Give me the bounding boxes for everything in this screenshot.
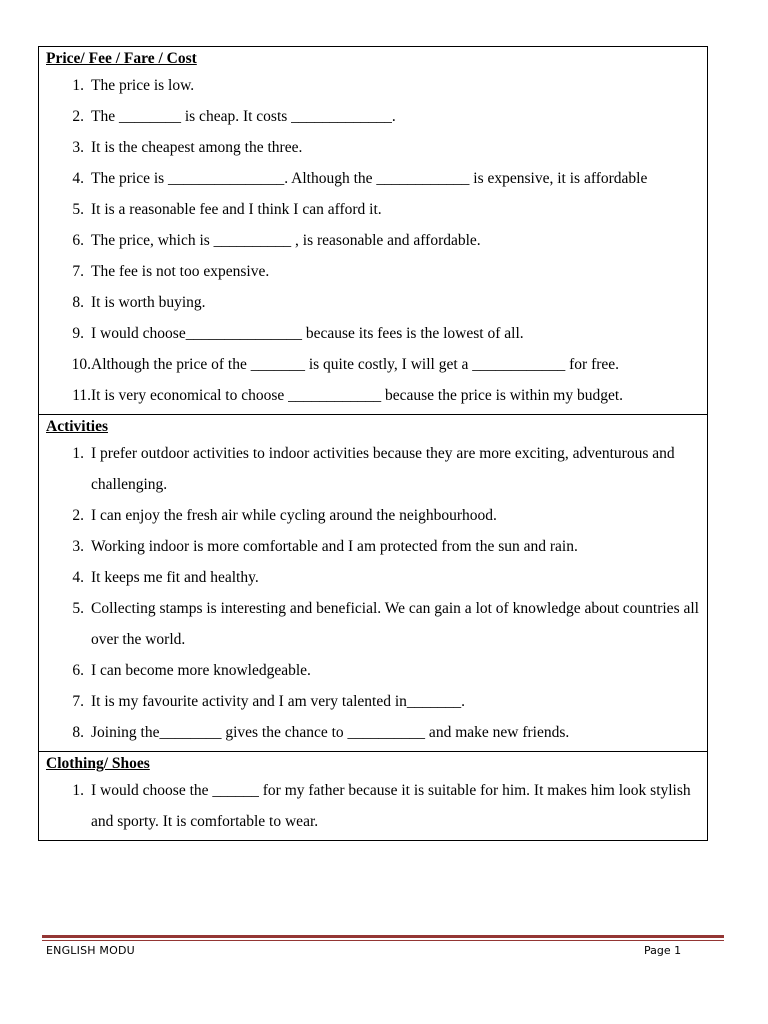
page-number: Page 1 bbox=[644, 944, 682, 957]
list-item: 9. I would choose_______________ because its fees is the lowest of all. bbox=[72, 325, 524, 342]
list-item: 5. Collecting stamps is interesting and beneficial. We can gain a lot of knowledge about countries all over the world. bbox=[72, 600, 699, 648]
section-title: Price/ Fee / Fare / Cost bbox=[46, 50, 197, 67]
footer-module-label: ENGLISH MODU bbox=[46, 944, 135, 957]
list-item: 10. Although the price of the _______ is quite costly, I will get a ____________ for free. bbox=[71, 356, 620, 373]
footer-rule-thick bbox=[42, 935, 724, 938]
list-item: 7. It is my favourite activity and I am very talented in_______. bbox=[72, 693, 466, 710]
section-activities bbox=[39, 416, 707, 752]
list-item: 1. The price is low. bbox=[72, 77, 195, 94]
footer-rule-thin bbox=[42, 940, 724, 941]
list-item: 7. The fee is not too expensive. bbox=[72, 263, 270, 280]
list-item: 1. I would choose the ______ for my father because it is suitable for him. It makes him look stylish and sporty. It is comfortable to wear. bbox=[72, 782, 691, 830]
list-item: 2. I can enjoy the fresh air while cycling around the neighbourhood. bbox=[72, 507, 497, 524]
item-list bbox=[46, 775, 700, 837]
list-item: 4. The price is _______________. Although the ____________ is expensive, it is affordable bbox=[72, 170, 648, 187]
list-item: 3. Working indoor is more comfortable and I am protected from the sun and rain. bbox=[72, 538, 578, 555]
list-item: 3. It is the cheapest among the three. bbox=[72, 139, 303, 156]
list-item: 8. It is worth buying. bbox=[72, 294, 206, 311]
section-price bbox=[39, 48, 707, 415]
list-item: 6. The price, which is __________ , is reasonable and affordable. bbox=[72, 232, 481, 249]
list-item: 5. It is a reasonable fee and I think I can afford it. bbox=[72, 201, 382, 218]
list-item: 2. The ________ is cheap. It costs _____________. bbox=[72, 108, 396, 125]
section-clothing bbox=[39, 753, 707, 840]
section-title: Activities bbox=[46, 418, 108, 435]
list-item: 8. Joining the________ gives the chance to __________ and make new friends. bbox=[72, 724, 570, 741]
footer-rule bbox=[42, 935, 724, 941]
item-list bbox=[46, 70, 700, 411]
list-item: 6. I can become more knowledgeable. bbox=[72, 662, 311, 679]
list-item: 11. It is very economical to choose ____________ because the price is within my budget. bbox=[72, 387, 624, 404]
item-list bbox=[46, 438, 700, 748]
section-title: Clothing/ Shoes bbox=[46, 755, 150, 772]
worksheet-table bbox=[38, 46, 708, 841]
list-item: 4. It keeps me fit and healthy. bbox=[72, 569, 259, 586]
list-item: 1. I prefer outdoor activities to indoor activities because they are more exciting, adventurous and challenging. bbox=[72, 445, 675, 493]
